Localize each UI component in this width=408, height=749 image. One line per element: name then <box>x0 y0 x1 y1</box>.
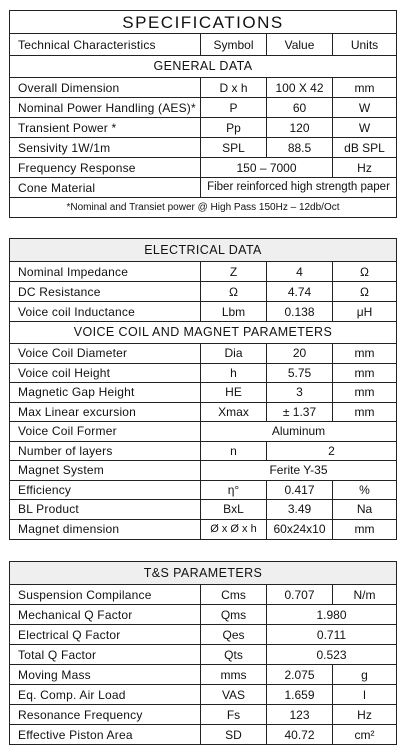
table-row <box>10 117 396 137</box>
table-row <box>10 382 396 402</box>
row-unit: dB SPL <box>332 138 396 157</box>
row-name: Voice Coil Diameter <box>18 346 128 361</box>
row-value: 0.417 <box>266 481 332 500</box>
general-data-title-row <box>10 55 396 77</box>
row-symbol: mms <box>200 665 266 684</box>
table-row <box>10 664 396 684</box>
header-value: Value <box>266 34 332 55</box>
row-symbol: Fs <box>200 705 266 724</box>
row-name: DC Resistance <box>18 284 101 299</box>
row-name: Max Linear excursion <box>18 404 137 419</box>
row-value: 5.75 <box>266 364 332 383</box>
row-unit: mm <box>332 520 396 539</box>
row-value: 100 X 42 <box>266 78 332 97</box>
row-unit: Ω <box>332 282 396 301</box>
table-row <box>10 137 396 157</box>
row-value: Fiber reinforced high strength paper <box>200 178 396 197</box>
number-of-layers-row <box>10 441 396 461</box>
row-unit: l <box>332 685 396 704</box>
row-symbol: VAS <box>200 685 266 704</box>
table-row <box>10 261 396 281</box>
row-name: Moving Mass <box>18 667 91 682</box>
row-unit: W <box>332 98 396 117</box>
row-symbol: BxL <box>200 500 266 519</box>
row-symbol: Z <box>200 262 266 281</box>
row-symbol: Ω <box>200 282 266 301</box>
note-row <box>10 197 396 217</box>
row-value: 1.659 <box>266 685 332 704</box>
row-value: 1.980 <box>266 605 396 624</box>
row-value: 4 <box>266 262 332 281</box>
row-symbol: Qms <box>200 605 266 624</box>
row-value: 2 <box>266 442 396 461</box>
header-characteristics: Technical Characteristics <box>18 37 156 52</box>
row-name: Nominal Power Handling (AES)* <box>18 100 196 115</box>
electrical-table <box>9 238 397 540</box>
row-symbol: Xmax <box>200 403 266 422</box>
row-symbol: h <box>200 364 266 383</box>
row-name: Nominal Impedance <box>18 264 129 279</box>
header-symbol: Symbol <box>200 34 266 55</box>
row-name: Magnet dimension <box>18 522 120 536</box>
row-symbol: SPL <box>200 138 266 157</box>
table-row <box>10 604 396 624</box>
row-name: Number of layers <box>18 443 113 458</box>
row-symbol: Pp <box>200 118 266 137</box>
table-row <box>10 684 396 704</box>
row-symbol: HE <box>200 383 266 402</box>
row-value: 60 <box>266 98 332 117</box>
table-row <box>10 724 396 744</box>
row-value: 150 – 7000 <box>200 158 332 177</box>
frequency-response-row <box>10 157 396 177</box>
power-note: *Nominal and Transiet power @ High Pass 150Hz – 12db/Oct <box>66 201 340 213</box>
specifications-title-row <box>10 11 396 33</box>
row-value: 0.523 <box>266 645 396 664</box>
table-row <box>10 402 396 422</box>
row-symbol: Ø x Ø x h <box>200 520 266 539</box>
row-unit: % <box>332 481 396 500</box>
row-value: 123 <box>266 705 332 724</box>
row-unit: mm <box>332 364 396 383</box>
row-value: Aluminum <box>200 422 396 441</box>
row-unit: Ω <box>332 262 396 281</box>
row-name: Voice Coil Former <box>18 424 117 439</box>
row-symbol: P <box>200 98 266 117</box>
row-name: Efficiency <box>18 482 72 497</box>
table-row <box>10 77 396 97</box>
row-symbol: D x h <box>200 78 266 97</box>
cone-material-row <box>10 177 396 197</box>
row-value: 2.075 <box>266 665 332 684</box>
table-row <box>10 281 396 301</box>
row-unit: Na <box>332 500 396 519</box>
row-name: Voice coil Height <box>18 365 111 380</box>
row-unit: g <box>332 665 396 684</box>
row-unit: mm <box>332 383 396 402</box>
row-unit: N/m <box>332 585 396 604</box>
row-symbol: Dia <box>200 344 266 363</box>
row-value: 4.74 <box>266 282 332 301</box>
row-symbol: Qts <box>200 645 266 664</box>
row-name: Sensivity 1W/1m <box>18 140 111 155</box>
electrical-title-row <box>10 239 396 261</box>
table-row <box>10 644 396 664</box>
row-symbol: SD <box>200 725 266 744</box>
row-name: Resonance Frequency <box>18 707 143 722</box>
row-unit: Hz <box>332 705 396 724</box>
table-row <box>10 363 396 383</box>
row-value: 60x24x10 <box>266 520 332 539</box>
general-data-title: GENERAL DATA <box>153 59 253 74</box>
magnet-system-row <box>10 460 396 480</box>
row-value: 0.138 <box>266 302 332 321</box>
voice-coil-title-row <box>10 321 396 343</box>
row-name: Electrical Q Factor <box>18 627 121 642</box>
row-value: 88.5 <box>266 138 332 157</box>
header-row <box>10 33 396 55</box>
ts-title: T&S PARAMETERS <box>143 565 263 580</box>
table-row <box>10 704 396 724</box>
row-name: Cone Material <box>18 180 96 195</box>
row-name: Magnetic Gap Height <box>18 385 135 400</box>
row-value: 3 <box>266 383 332 402</box>
specifications-table <box>9 10 397 218</box>
row-name: Suspension Compilance <box>18 587 152 602</box>
voice-coil-former-row <box>10 421 396 441</box>
table-row <box>10 499 396 519</box>
row-name: Frequency Response <box>18 160 136 175</box>
row-unit: Hz <box>332 158 396 177</box>
ts-title-row <box>10 562 396 584</box>
table-row <box>10 301 396 321</box>
row-symbol: n <box>200 442 266 461</box>
row-value: 3.49 <box>266 500 332 519</box>
row-name: Transient Power * <box>18 120 117 135</box>
table-row <box>10 584 396 604</box>
header-units: Units <box>332 34 396 55</box>
row-unit: W <box>332 118 396 137</box>
ts-parameters-table <box>9 561 397 745</box>
row-name: Effective Piston Area <box>18 727 133 742</box>
row-symbol: Cms <box>200 585 266 604</box>
row-value: 20 <box>266 344 332 363</box>
row-name: Eq. Comp. Air Load <box>18 687 126 702</box>
table-row <box>10 343 396 363</box>
row-value: 0.711 <box>266 625 396 644</box>
row-name: Mechanical Q Factor <box>18 607 133 622</box>
voice-coil-title: VOICE COIL AND MAGNET PARAMETERS <box>73 325 333 340</box>
table-row <box>10 480 396 500</box>
row-unit: mm <box>332 344 396 363</box>
row-unit: cm² <box>332 725 396 744</box>
row-name: BL Product <box>18 502 79 517</box>
table-row <box>10 519 396 539</box>
row-unit: μH <box>332 302 396 321</box>
row-value: 0.707 <box>266 585 332 604</box>
row-symbol: Qes <box>200 625 266 644</box>
electrical-title: ELECTRICAL DATA <box>144 242 262 257</box>
row-unit: mm <box>332 403 396 422</box>
row-value: 40.72 <box>266 725 332 744</box>
row-name: Overall Dimension <box>18 80 120 95</box>
row-symbol: η° <box>200 481 266 500</box>
row-value: 120 <box>266 118 332 137</box>
specifications-title: SPECIFICATIONS <box>122 12 284 32</box>
row-symbol: Lbm <box>200 302 266 321</box>
row-name: Total Q Factor <box>18 647 97 662</box>
row-value: Ferite Y-35 <box>200 461 396 480</box>
row-value: ± 1.37 <box>266 403 332 422</box>
table-row <box>10 97 396 117</box>
table-row <box>10 624 396 644</box>
row-name: Voice coil Inductance <box>18 304 135 319</box>
row-name: Magnet System <box>18 463 104 478</box>
row-unit: mm <box>332 78 396 97</box>
